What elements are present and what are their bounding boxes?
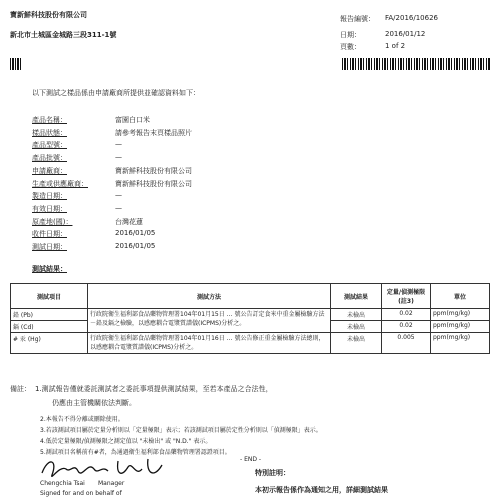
- header-unit: 單位: [431, 284, 490, 309]
- sample-field-label: 收件日期：: [32, 230, 67, 239]
- row-unit: ppm(mg/kg): [431, 333, 490, 354]
- sample-field-value: —: [115, 203, 122, 212]
- header-limit: 定量/偵測極限(註3): [382, 284, 431, 309]
- date-label: 日期：: [340, 31, 361, 39]
- results-title: 測試結果：: [32, 265, 67, 273]
- sample-field-value: 2016/01/05: [115, 242, 156, 250]
- row-result: 未檢出: [331, 333, 382, 354]
- page-value: 1 of 2: [385, 42, 406, 50]
- sample-field-label: 生產或供應廠商：: [32, 179, 88, 188]
- report-no-value: FA/2016/10626: [385, 14, 438, 22]
- barcode-left: [10, 58, 22, 70]
- row-item: 鎘 (Cd): [11, 321, 88, 333]
- table-row: [11, 333, 490, 354]
- note-1: 1.測試報告僅就委託測試者之委託事項提供測試結果，至若本產品之合法性，: [35, 385, 273, 393]
- row-unit: ppm(mg/kg): [431, 309, 490, 321]
- row-result: 未檢出: [331, 309, 382, 321]
- row-unit: ppm(mg/kg): [431, 321, 490, 333]
- page-label: 頁數：: [340, 43, 361, 51]
- special-note-label: 特別註明：: [255, 469, 290, 477]
- sample-field-label: 有效日期：: [32, 204, 67, 213]
- sample-field-value: 寶新鮮科技股份有限公司: [115, 179, 192, 188]
- row-method: 行政院衛生福利部食品藥物管理署104年01月16日 … 號公告修正重金屬檢驗方法總則，以感應耦合電漿質譜儀(ICPMS)分析之。: [88, 333, 331, 354]
- sample-field-value: —: [115, 153, 122, 162]
- header-method: 測試方法: [88, 284, 331, 309]
- special-note: 本初示報告係作為通知之用，詳細測試結果: [255, 486, 388, 494]
- signer-title: Manager: [98, 480, 125, 487]
- sample-field-value: 台灣花蓮: [115, 217, 143, 226]
- results-table: [10, 283, 490, 354]
- signature-image: [38, 455, 168, 483]
- note-1-cont: 仍應由主管機關依法判斷。: [52, 399, 136, 407]
- row-method: 行政院衛生福利部食品藥物管理署104年01月15日 … 號公告訂定食米中重金屬檢驗方法－鉛及鎘之檢驗，以感應耦合電漿質譜儀(ICPMS)分析之。: [88, 309, 331, 333]
- sample-field-label: 原產地(國)：: [32, 217, 73, 226]
- table-header-row: [11, 284, 490, 309]
- row-result: 未檢出: [331, 321, 382, 333]
- header-result: 測試結果: [331, 284, 382, 309]
- sample-field-label: 產品型號：: [32, 141, 67, 150]
- row-item: # 汞 (Hg): [11, 333, 88, 354]
- row-limit: 0.02: [382, 309, 431, 321]
- report-no-label: 報告編號：: [340, 15, 375, 23]
- note-2: 2.本報告不得分離或刪除使用。: [40, 416, 124, 423]
- notes-label: 備註：: [10, 385, 31, 393]
- sample-field-value: —: [115, 191, 122, 200]
- sample-field-label: 製造日期：: [32, 192, 67, 201]
- note-5: 5.測試項目名稱前有#者，為通過衛生福利部食品藥物管理署認證項目。: [40, 449, 231, 456]
- row-limit: 0.005: [382, 333, 431, 354]
- intro-text: 以下測試之樣品係由申請廠商所提供並確認資料如下：: [32, 89, 200, 97]
- date-value: 2016/01/12: [385, 30, 426, 38]
- sample-field-label: 樣品狀態：: [32, 128, 67, 137]
- company-address: 新北市土城區金城路三段311-1號: [10, 31, 117, 39]
- barcode: [342, 58, 490, 70]
- sample-field-label: 測試日期：: [32, 243, 67, 251]
- note-3: 3.若該測試項目屬於定量分析則以「定量極限」表示；若該測試項目屬於定性分析則以「偵測極限」表示。: [40, 427, 322, 434]
- sample-field-value: 請參考報告末頁樣品照片: [115, 128, 192, 137]
- sample-field-value: 2016/01/05: [115, 229, 156, 238]
- row-item: 鉛 (Pb): [11, 309, 88, 321]
- company-name: 寶新鮮科技股份有限公司: [10, 11, 87, 19]
- header-item: 測試項目: [11, 284, 88, 309]
- end-mark: - END -: [240, 456, 262, 463]
- sample-field-value: 富園白口米: [115, 116, 150, 124]
- sample-field-value: 寶新鮮科技股份有限公司: [115, 166, 192, 175]
- signer-name: Chengchia Tsai: [40, 480, 85, 487]
- table-row: [11, 309, 490, 321]
- note-4: 4.低於定量極限/偵測極限之測定值以 "未檢出" 或 "N.D." 表示。: [40, 438, 212, 445]
- sample-field-value: —: [115, 140, 122, 149]
- sample-field-label: 申請廠商：: [32, 166, 67, 175]
- signed-for: Signed for and on behalf of: [40, 490, 122, 497]
- sample-field-label: 產品名稱：: [32, 116, 67, 124]
- sample-field-label: 產品批號：: [32, 154, 67, 163]
- row-limit: 0.02: [382, 321, 431, 333]
